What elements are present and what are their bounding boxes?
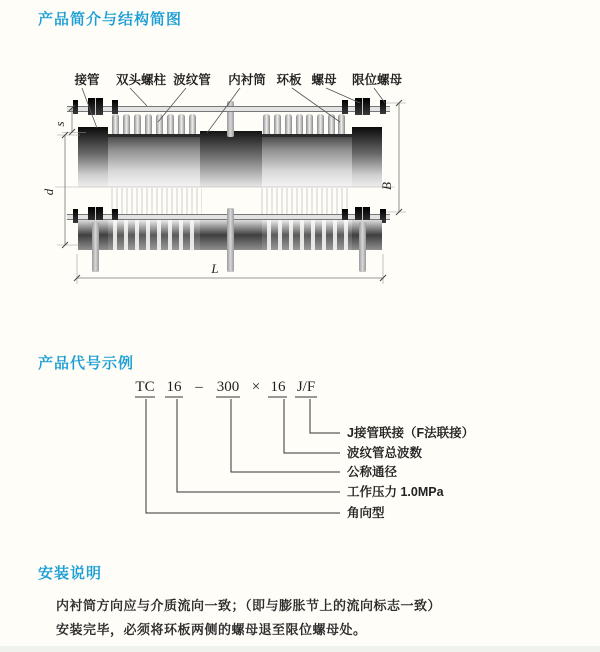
- dim-label-B: B: [379, 182, 394, 190]
- hidden-lines-right: [260, 188, 348, 214]
- pipe-end-right: [352, 127, 382, 187]
- product-code: [135, 379, 317, 397]
- part-label-ring-plate: 环板: [276, 73, 302, 87]
- inner-liner-section: [200, 131, 262, 187]
- code-dash: –: [195, 379, 203, 395]
- hidden-lines-left: [110, 188, 202, 214]
- code-times: ×: [251, 379, 261, 395]
- callout-waves: 波纹管总波数: [347, 446, 423, 460]
- product-code-diagram: [0, 372, 600, 532]
- code-pressure: 16: [166, 379, 182, 395]
- part-label-double-stud: 双头螺柱: [115, 73, 167, 87]
- code-diameter: 300: [216, 379, 240, 395]
- part-label-connection-pipe: 接管: [74, 73, 100, 87]
- dim-label-L: L: [211, 261, 219, 276]
- section-title-code: 产品代号示例: [38, 355, 135, 372]
- limit-nut-left: [73, 100, 78, 114]
- dim-label-s: s: [52, 121, 67, 127]
- code-model: TC: [135, 379, 155, 395]
- dimension-d: [41, 132, 80, 248]
- callout-connection: J接管联接（F法联接）: [347, 426, 475, 440]
- section-title-install: 安装说明: [38, 565, 103, 582]
- structure-diagram: [30, 60, 470, 300]
- callout-diameter: 公称通径: [347, 465, 398, 479]
- install-instruction-2: 安装完毕，必须将环板两侧的螺母退至限位螺母处。: [56, 622, 367, 637]
- dim-label-d: d: [41, 188, 56, 196]
- part-label-bellows: 波纹管: [173, 73, 211, 87]
- page-footer-band: [0, 646, 600, 652]
- part-label-nut: 螺母: [311, 73, 337, 87]
- dimension-B: [379, 100, 406, 215]
- code-waves: 16: [270, 379, 286, 395]
- code-connection: J/F: [296, 379, 316, 395]
- limit-nut-right: [380, 100, 386, 114]
- install-instruction-1: 内衬筒方向应与介质流向一致；（即与膨胀节上的流向标志一致）: [56, 598, 442, 613]
- section-title-intro: 产品简介与结构简图: [38, 11, 183, 28]
- part-label-inner-liner: 内衬筒: [228, 73, 266, 87]
- callout-type: 角向型: [347, 506, 385, 520]
- callout-pressure: 工作压力 1.0MPa: [347, 485, 444, 499]
- code-callouts: [146, 399, 474, 520]
- part-label-limit-nut: 限位螺母: [351, 73, 403, 87]
- part-labels: [73, 72, 402, 133]
- ring-plate-nut-right: [342, 100, 348, 114]
- pipe-end-left: [78, 127, 108, 187]
